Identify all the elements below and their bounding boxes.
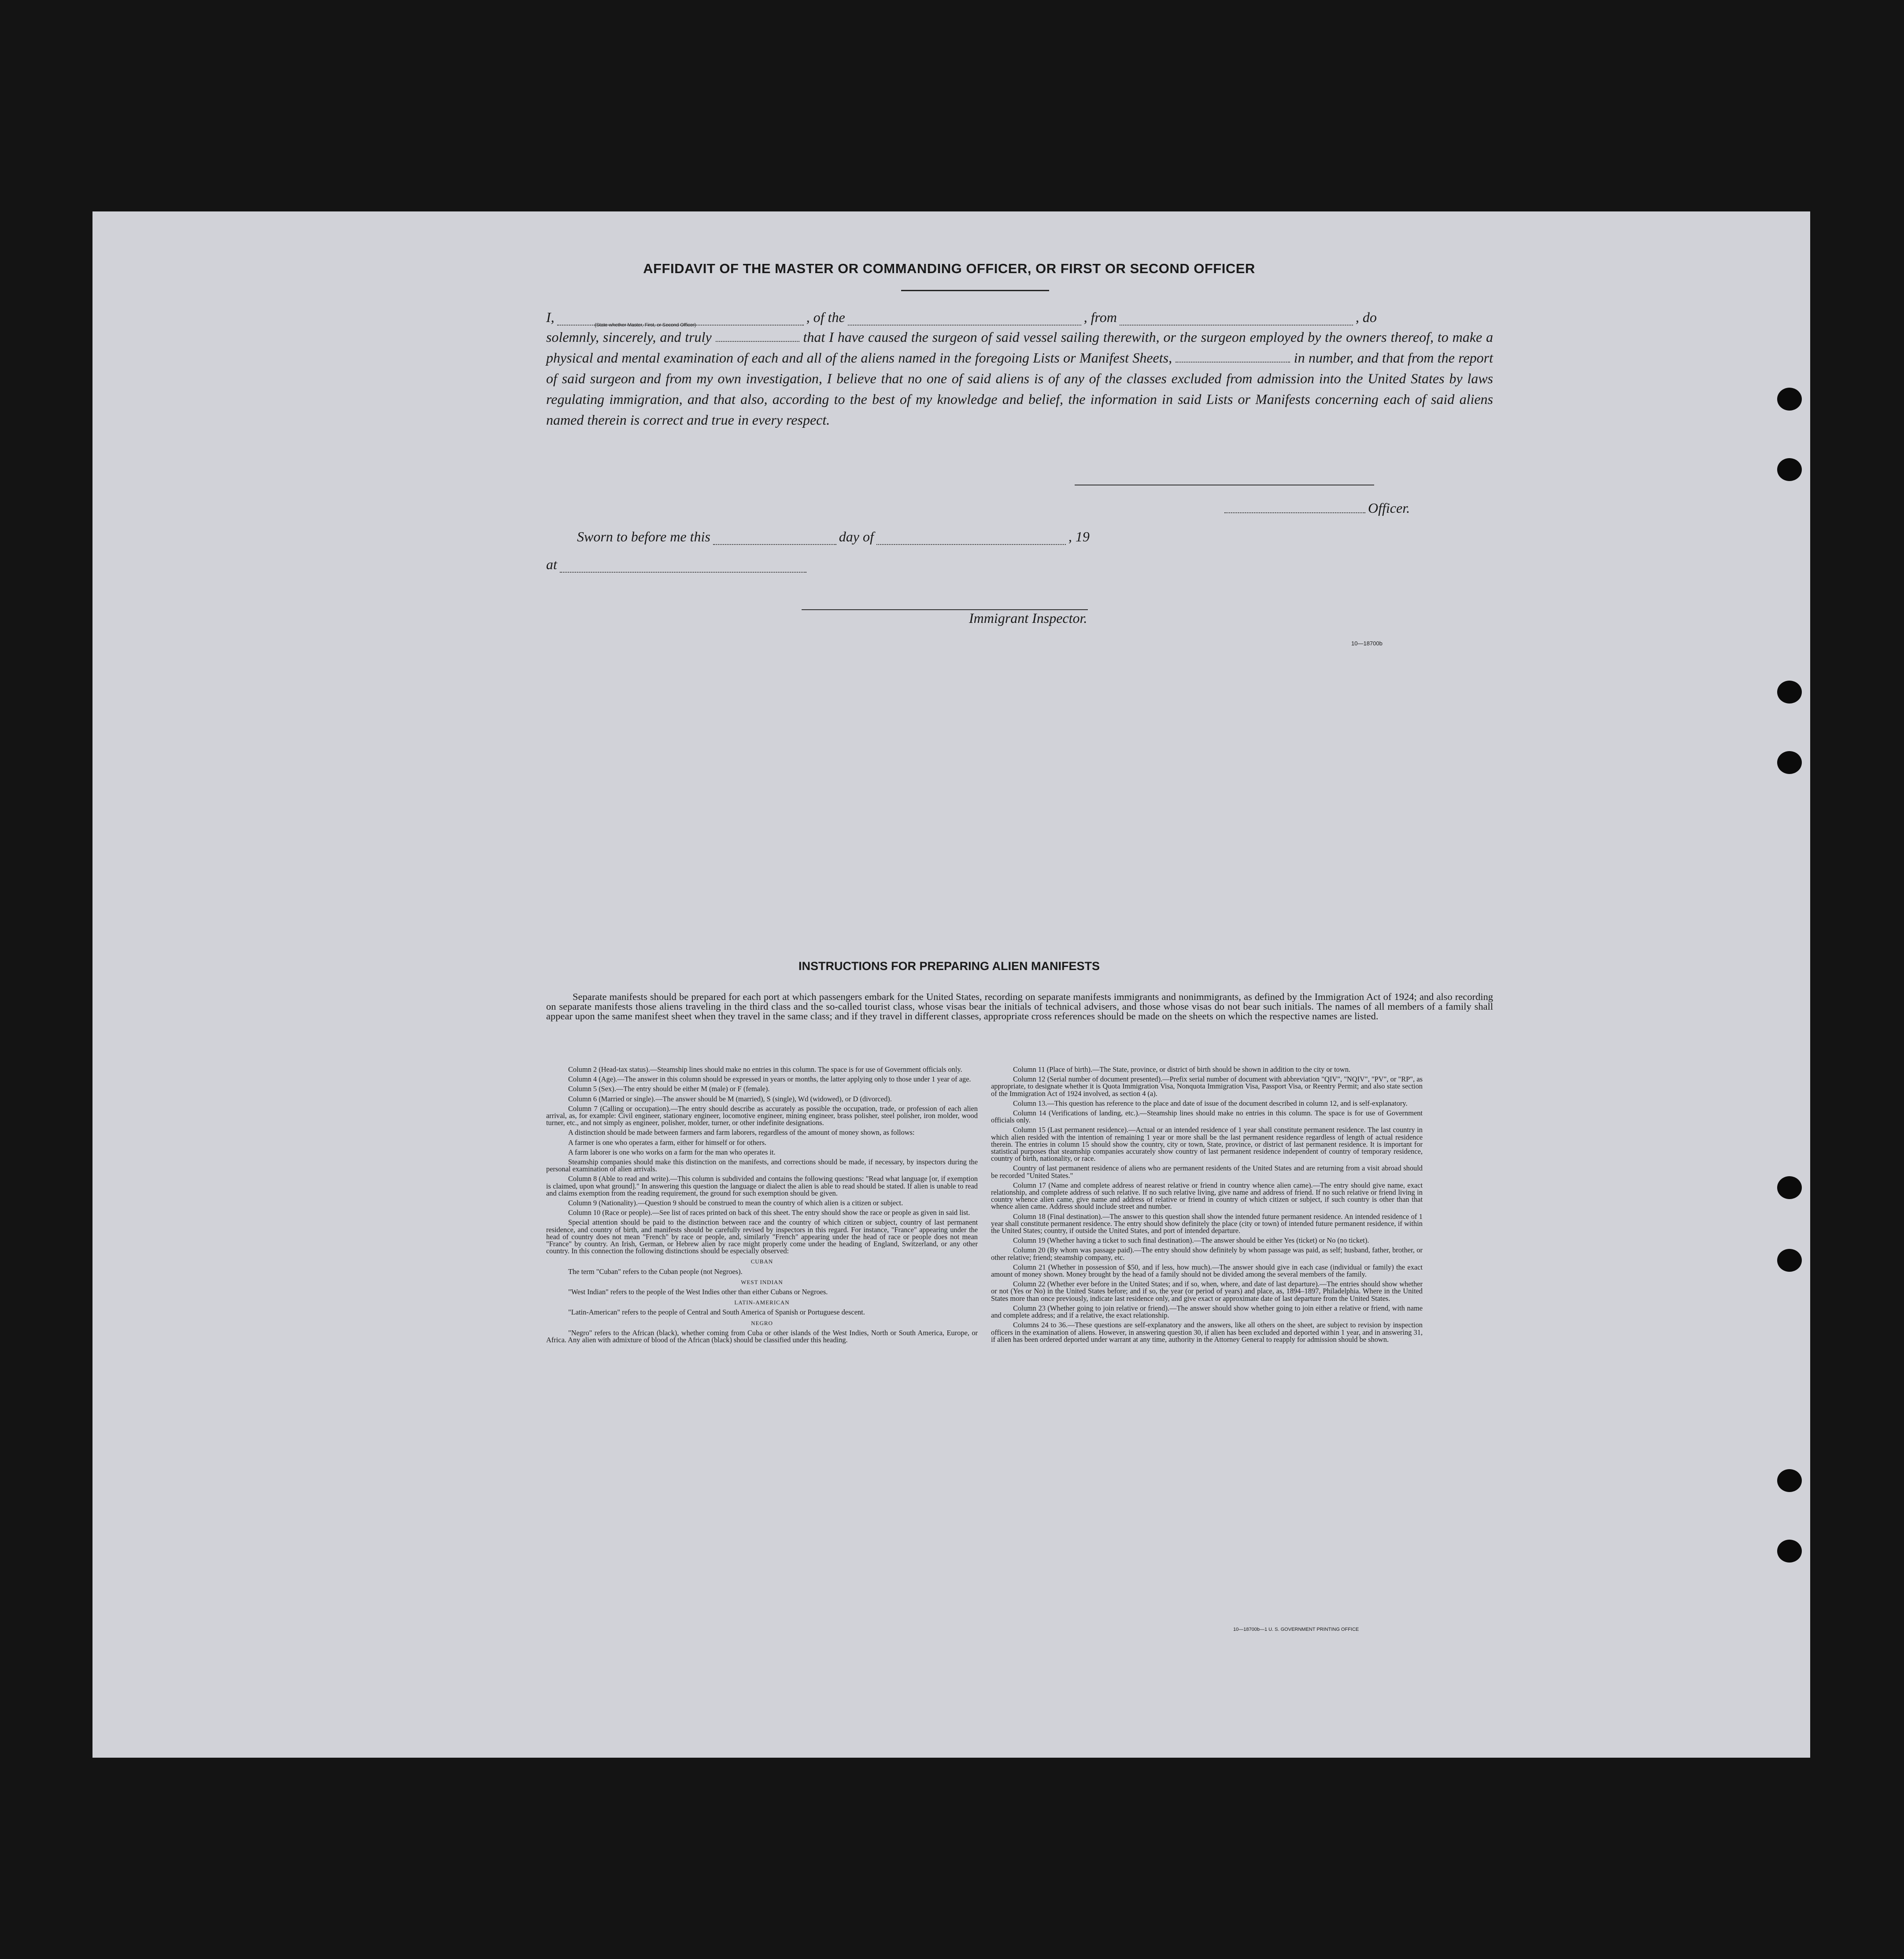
affidavit-body-part3: in number, and that from the report of said surgeon and from my own investigation, I believe that no one of said aliens is of any of the classes excluded from admission into the United States by laws regulating immigration, and that also, according to the best of my knowledge and belief, the information in said Lists or Manifests concerning each of said aliens named therein is correct and true in every respect. [546, 350, 1494, 428]
instruction-paragraph: Column 18 (Final destination).—The answer to this question shall show the intended future permanent residence. An intended residence of 1 year shall constitute permanent residence. The entry should show definitely the place (city or town) of intended future permanent residence, if within the United States; country, if outside the United States, and port of intended departure. [991, 1212, 1423, 1235]
instruction-paragraph: Column 9 (Nationality).—Question 9 should be construed to mean the country of which alien is a citizen or subject. [568, 1199, 903, 1207]
affidavit-title: AFFIDAVIT OF THE MASTER OR COMMANDING OFFICER, OR FIRST OR SECOND OFFICER [643, 261, 1255, 276]
manifest-sheet [92, 211, 1810, 1758]
negro-definition: "Negro" refers to the African (black), whether coming from Cuba or other islands of the West Indies, North or South America, Europe, or Africa. Any alien with admixture of blood of the African (black) should be classified under this heading. [546, 1328, 978, 1344]
binder-hole [1777, 458, 1802, 481]
sworn-text: Sworn to before me this [577, 529, 710, 544]
instruction-paragraph: Column 20 (By whom was passage paid).—The entry should show definitely by whom passage was paid, as self; husband, father, brother, or other relative; friend; steamship company, etc. [991, 1246, 1423, 1262]
latin-american-definition: "Latin-American" refers to the people of Central and South America of Spanish or Portuguese descent. [568, 1308, 865, 1317]
officer-rank-caption: (State whether Master, First, or Second Officer) [595, 322, 696, 328]
affidavit-body [546, 327, 1493, 430]
instruction-paragraph: Country of last permanent residence of aliens who are permanent residents of the United States and are returning from a visit abroad should be recorded "United States." [991, 1164, 1423, 1180]
instruction-paragraph: Column 10 (Race or people).—See list of races printed on back of this sheet. The entry should show the race or people as given in said list. [568, 1208, 970, 1217]
instruction-paragraph: Column 6 (Married or single).—The answer should be M (married), S (single), Wd (widowed), or D (divorced). [568, 1094, 892, 1103]
vessel-name-blank [848, 313, 1081, 326]
instruction-paragraph: Steamship companies should make this distinction on the manifests, and corrections should be made, if necessary, by inspectors during the personal examination of alien arrivals. [546, 1158, 978, 1174]
affidavit-i-text: I, [546, 309, 555, 325]
instructions-right-column [991, 1066, 1423, 1346]
oath-blank [716, 332, 799, 342]
title-underline [901, 290, 1049, 291]
instruction-paragraph: A farmer is one who operates a farm, either for himself or for others. [568, 1138, 767, 1147]
at-label: at [546, 556, 557, 572]
from-text: , from [1083, 309, 1117, 325]
instructions-left-column [546, 1066, 978, 1346]
binder-hole [1777, 388, 1802, 411]
instruction-paragraph: Column 5 (Sex).—The entry should be either M (male) or F (female). [568, 1085, 770, 1093]
binder-hole [1777, 1469, 1802, 1492]
binder-hole [1777, 1540, 1802, 1563]
instructions-intro: Separate manifests should be prepared for each port at which passengers embark for the United States, recording on separate manifests immigrants and nonimmigrants, as defined by the Immigration Act of 1924; and also recording on separate manifests those aliens traveling in the third class and the so-called tourist class, whose visas bear the initials of technical advisers, and those whose visas do not bear such initials. The names of all members of a family shall appear upon the same manifest sheet when they travel in the same class; and if they travel in different classes, appropriate cross references should be made on the sheets on which the respective names are listed. [546, 991, 1493, 1022]
form-number: 10—18700b [1351, 640, 1383, 647]
instruction-paragraph: A farm laborer is one who works on a farm for the man who operates it. [568, 1148, 776, 1156]
binder-hole [1777, 1249, 1802, 1272]
negro-heading: NEGRO [751, 1319, 773, 1326]
instruction-paragraph: Column 8 (Able to read and write).—This column is subdivided and contains the following questions: "Read what language [or, if exemption is claimed, upon what ground]." In answering this question the language or dialect the alien is able to read should be stated. If alien is unable to read and claims exemption from the reading requirement, the ground for such exemption should be given. [546, 1174, 978, 1197]
instruction-paragraph: Columns 24 to 36.—These questions are self-explanatory and the answers, like all others on the sheet, are subject to revision by inspection officers in the examination of aliens. However, in answering question 30, if alien has been excluded and deported within 1 year, and in answering 31, if alien has been ordered deported under warrant at any time, authority in the Attorney General to reapply for admission should be shown. [991, 1321, 1423, 1344]
instruction-paragraph: Column 15 (Last permanent residence).—Actual or an intended residence of 1 year shall constitute permanent residence. The last country in which alien resided with the intention of remaining 1 year or more shall be the last permanent residence regardless of length of actual residence therein. The entries in column 15 should show the country, city or town, State, province, or district of last permanent residence. It is important for statistical purposes that steamship companies accurately show country of last permanent residence independent of country of temporary residence, country of birth, nationality, or race. [991, 1126, 1423, 1163]
sworn-month-blank [876, 533, 1066, 545]
do-text: , do [1355, 309, 1377, 325]
instruction-paragraph: Column 12 (Serial number of document presented).—Prefix serial number of document with abbreviation "QIV", "NQIV", "PV", or "RP", as appropriate, to designate whether it is Quota Immigration Visa, Nonquota Immigration Visa, Passport Visa, or Reentry Permit; and also state section of the Immigration Act of 1924 involved, as section 4 (a). [991, 1075, 1423, 1098]
affidavit-body-start: solemnly, sincerely, and truly [546, 329, 712, 345]
affidavit-body-part2: that I have caused the surgeon of said vessel sailing therewith, or the surgeon employed by the owners thereof, to make a physical and mental examination of each and all of the aliens named in the foregoing Lists or Manifest Sheets, [546, 329, 1494, 366]
binder-hole [1777, 1176, 1802, 1199]
instruction-paragraph: Column 2 (Head-tax status).—Steamship lines should make no entries in this column. The space is for use of Government officials only. [568, 1065, 962, 1074]
instruction-paragraph: A distinction should be made between farmers and farm laborers, regardless of the amount of money shown, as follows: [568, 1128, 915, 1137]
instruction-paragraph: Special attention should be paid to the distinction between race and the country of which citizen or subject, country of last permanent residence, and country of birth, and manifests should be carefully revised by inspectors in this regard. For instance, "France" appearing under the head of country does not mean "French" by race or people, and, similarly "French" appearing under the head of race or people does not mean "France" by country. An Irish, German, or Hebrew alien by race might properly come under the heading of England, Switzerland, or any other country. In this connection the following distinctions should be especially observed: [546, 1218, 978, 1255]
officer-label: Officer. [1368, 500, 1410, 516]
printing-office-imprint: 10—18700b—1 U. S. GOVERNMENT PRINTING OFFICE [1233, 1627, 1359, 1632]
officer-title-line [1224, 512, 1365, 513]
instruction-paragraph: Column 14 (Verifications of landing, etc.).—Steamship lines should make no entries in this column. The space is for use of Government officials only. [991, 1109, 1423, 1125]
instruction-paragraph: Column 11 (Place of birth).—The State, province, or district of birth should be shown in addition to the city or town. [1013, 1065, 1350, 1074]
instructions-title: INSTRUCTIONS FOR PREPARING ALIEN MANIFESTS [798, 959, 1100, 973]
sheet-count-blank [1176, 353, 1290, 363]
west-indian-definition: "West Indian" refers to the people of the West Indies other than either Cubans or Negroes. [568, 1288, 828, 1296]
sworn-day-blank [713, 533, 836, 545]
port-blank [1120, 313, 1353, 326]
instruction-paragraph: Column 22 (Whether ever before in the United States; and if so, when, where, and date of last departure).—The entries should show whether or not (Yes or No) in the United States before; and if so, the year (or period of years) and place, as, 1894–1897, Philadelphia. Where in the United States more than once previously, indicate last residence only, and give exact or approximate date of last departure from the United States. [991, 1280, 1423, 1303]
day-of-text: day of [839, 529, 874, 544]
at-line [546, 556, 806, 573]
inspector-label: Immigrant Inspector. [969, 610, 1087, 626]
of-the-text: , of the [806, 309, 845, 325]
instruction-paragraph: Column 17 (Name and complete address of nearest relative or friend in country whence alien came).—The entry should give name, exact relationship, and complete address of such relative. If no such relative living, give name and address of friend. If no such relative or friend living in country whence alien came, give name and address of relative or friend in country of which citizen or subject, if such country is other than that whence alien came. Address should include street and number. [991, 1181, 1423, 1211]
instruction-paragraph: Column 7 (Calling or occupation).—The entry should describe as accurately as possible the occupation, trade, or profession of each alien arrival, as, for example: Civil engineer, stationary engineer, locomotive engineer, mining engineer, brass polisher, steel polisher, iron molder, wood turner, etc., and not simply as engineer, polisher, molder, turner, or other indefinite designations. [546, 1104, 978, 1127]
instruction-paragraph: Column 21 (Whether in possession of $50, and if less, how much).—The answer should give in each case (individual or family) the exact amount of money shown. Money brought by the head of a family should not be divided among the several members of the family. [991, 1263, 1423, 1279]
latin-american-heading: LATIN-AMERICAN [734, 1299, 790, 1306]
binder-hole [1777, 751, 1802, 774]
binder-hole [1777, 681, 1802, 704]
instruction-paragraph: Column 23 (Whether going to join relative or friend).—The answer should show whether going to join either a relative or friend, with name and complete address; and if a relative, the exact relationship. [991, 1304, 1423, 1320]
cuban-definition: The term "Cuban" refers to the Cuban people (not Negroes). [568, 1267, 743, 1276]
cuban-heading: CUBAN [751, 1258, 773, 1265]
instruction-paragraph: Column 19 (Whether having a ticket to such final destination).—The answer should be either Yes (ticket) or No (no ticket). [1013, 1236, 1369, 1245]
place-blank [560, 560, 806, 573]
instruction-paragraph: Column 13.—This question has reference to the place and date of issue of the document described in column 12, and is self-explanatory. [1013, 1099, 1408, 1107]
instruction-paragraph: Column 4 (Age).—The answer in this column should be expressed in years or months, the latter applying only to those under 1 year of age. [568, 1075, 971, 1084]
west-indian-heading: WEST INDIAN [741, 1278, 783, 1285]
sworn-line [577, 529, 1090, 545]
year-text: , 19 [1068, 529, 1090, 544]
